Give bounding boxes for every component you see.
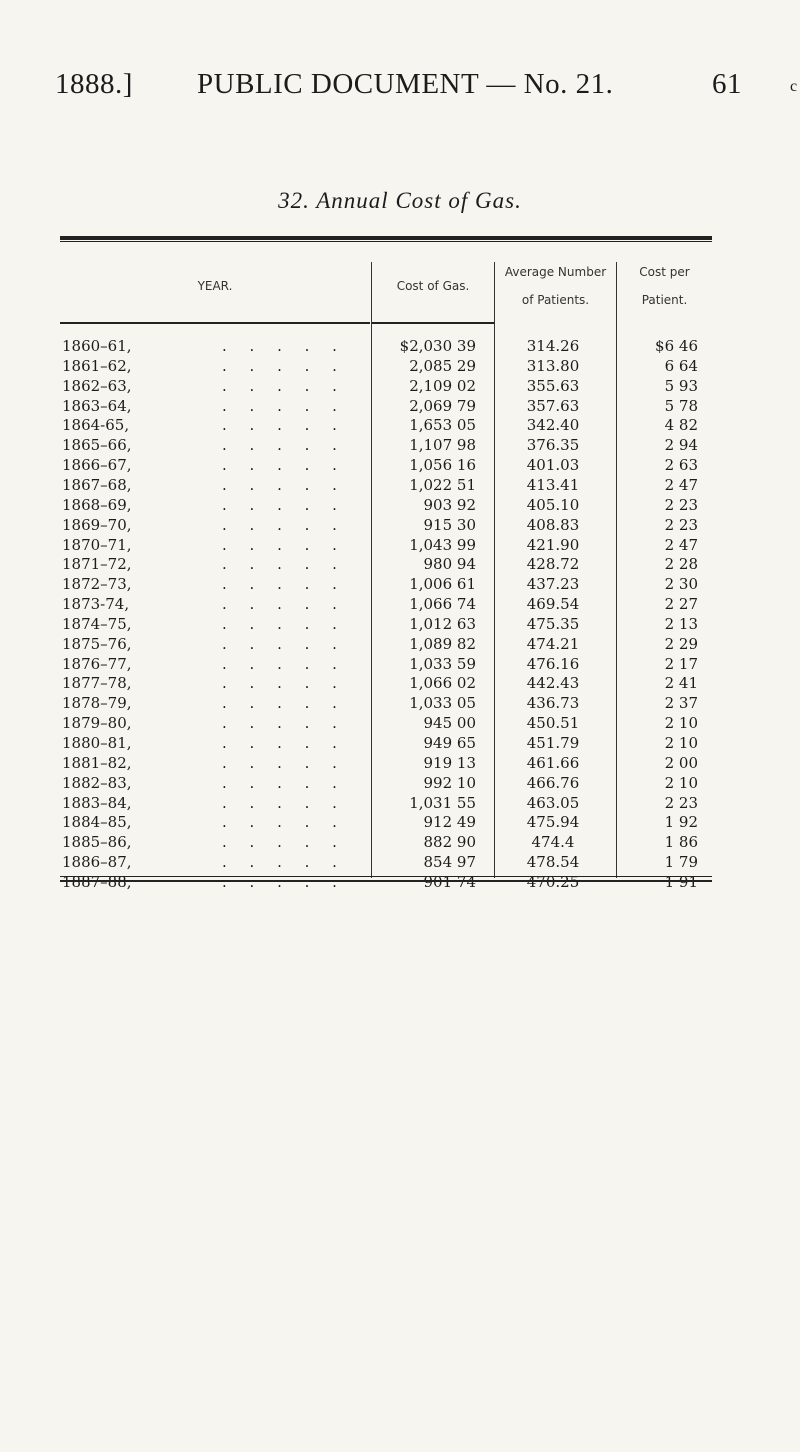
row-year: 1871–72, — [62, 555, 132, 574]
leader-dots: . . . . . — [222, 396, 346, 415]
row-cost: 1,107 98 — [409, 436, 476, 455]
row-average-patients: 405.10 — [526, 495, 580, 514]
leader-dots: . . . . . — [222, 337, 346, 355]
column-header-average-line2: of Patients. — [521, 293, 590, 307]
leader-dots: . . . . . — [222, 753, 346, 772]
row-year: 1873-74, — [62, 595, 130, 614]
row-cost-per-patient: 2 00 — [664, 753, 698, 772]
leader-dots: . . . . . — [222, 734, 346, 752]
top-rule-thick — [60, 236, 712, 240]
row-cost: 1,653 05 — [409, 416, 476, 435]
leader-dots: . . . . . — [222, 694, 346, 713]
leader-dots: . . . . . — [222, 515, 346, 534]
column-header-cost — [372, 252, 494, 320]
row-cost-per-patient: 2 29 — [664, 634, 698, 653]
row-average-patients: 342.40 — [526, 416, 580, 435]
leader-dots: . . . . . — [222, 654, 346, 673]
row-cost: 2,069 79 — [409, 396, 476, 415]
row-average-patients: 451.79 — [526, 734, 580, 752]
row-cost-per-patient: 2 94 — [664, 436, 698, 455]
row-cost: 912 49 — [423, 813, 476, 832]
header-page-number: 61 — [712, 68, 742, 100]
row-cost-per-patient: 2 37 — [664, 694, 698, 713]
row-average-patients: 474.21 — [526, 634, 580, 653]
header-corner-mark: c — [790, 78, 798, 95]
leader-dots: . . . . . — [222, 595, 346, 614]
row-cost-per-patient: $6 46 — [655, 337, 698, 355]
row-average-patients: 413.41 — [526, 475, 580, 494]
row-cost: 1,089 82 — [409, 634, 476, 653]
row-cost: 2,109 02 — [409, 376, 476, 395]
row-year: 1879–80, — [62, 714, 132, 733]
row-cost-per-patient: 2 47 — [664, 535, 698, 554]
row-average-patients: 408.83 — [526, 515, 580, 534]
row-year: 1866–67, — [62, 456, 132, 475]
row-cost: 1,056 16 — [409, 456, 476, 475]
row-year: 1869–70, — [62, 515, 132, 534]
row-cost: 903 92 — [423, 495, 476, 514]
row-average-patients: 376.35 — [526, 436, 580, 455]
row-average-patients: 436.73 — [526, 694, 580, 713]
row-cost: $2,030 39 — [399, 337, 476, 355]
column-header-cost-per-line2: Patient. — [641, 293, 688, 307]
leader-dots: . . . . . — [222, 555, 346, 574]
leader-dots: . . . . . — [222, 495, 346, 514]
top-rule-thin — [60, 241, 712, 242]
column-header-cost-per-line1: Cost per — [639, 265, 690, 279]
row-year: 1860–61, — [62, 337, 132, 355]
row-cost-per-patient: 1 86 — [664, 833, 698, 852]
row-year: 1868–69, — [62, 495, 132, 514]
row-cost-per-patient: 2 28 — [664, 555, 698, 574]
row-cost-per-patient: 5 93 — [664, 376, 698, 395]
row-cost-per-patient: 2 17 — [664, 654, 698, 673]
column-header-average-line1: Average Number — [504, 265, 607, 279]
row-average-patients: 313.80 — [526, 356, 580, 375]
row-year: 1880–81, — [62, 734, 132, 752]
row-cost: 854 97 — [423, 853, 476, 872]
row-year: 1862–63, — [62, 376, 132, 395]
row-cost-per-patient: 2 23 — [664, 495, 698, 514]
row-cost-per-patient: 5 78 — [664, 396, 698, 415]
bottom-rule-thick — [60, 880, 712, 882]
header-bottom-rule — [60, 322, 370, 324]
row-year: 1885–86, — [62, 833, 132, 852]
row-average-patients: 428.72 — [526, 555, 580, 574]
row-average-patients: 450.51 — [526, 714, 580, 733]
column-header-cost-label: Cost of Gas. — [396, 279, 470, 293]
header-year: 1888.] — [55, 68, 133, 100]
row-average-patients: 466.76 — [526, 773, 580, 792]
row-cost-per-patient: 2 23 — [664, 515, 698, 534]
bottom-rule-thin — [60, 876, 712, 877]
row-cost: 1,031 55 — [409, 793, 476, 812]
row-cost-per-patient: 6 64 — [664, 356, 698, 375]
row-cost-per-patient: 4 82 — [664, 416, 698, 435]
leader-dots: . . . . . — [222, 833, 346, 852]
row-year: 1867–68, — [62, 475, 132, 494]
leader-dots: . . . . . — [222, 813, 346, 832]
leader-dots: . . . . . — [222, 416, 346, 435]
row-year: 1864-65, — [62, 416, 130, 435]
row-cost: 1,066 02 — [409, 674, 476, 693]
row-cost: 919 13 — [423, 753, 476, 772]
row-cost-per-patient: 2 13 — [664, 614, 698, 633]
row-average-patients: 475.94 — [526, 813, 580, 832]
row-cost: 1,066 74 — [409, 595, 476, 614]
leader-dots: . . . . . — [222, 634, 346, 653]
row-year: 1877–78, — [62, 674, 132, 693]
column-header-year-label: YEAR. — [197, 279, 233, 293]
row-year: 1863–64, — [62, 396, 132, 415]
row-year: 1872–73, — [62, 575, 132, 594]
row-year: 1886–87, — [62, 853, 132, 872]
header-document-title: PUBLIC DOCUMENT — No. 21. — [197, 68, 614, 100]
row-average-patients: 474.4 — [531, 833, 575, 852]
row-average-patients: 421.90 — [526, 535, 580, 554]
row-cost-per-patient: 2 10 — [664, 714, 698, 733]
leader-dots: . . . . . — [222, 773, 346, 792]
row-cost: 1,022 51 — [409, 475, 476, 494]
leader-dots: . . . . . — [222, 436, 346, 455]
leader-dots: . . . . . — [222, 376, 346, 395]
leader-dots: . . . . . — [222, 714, 346, 733]
running-header — [55, 68, 798, 108]
row-year: 1874–75, — [62, 614, 132, 633]
row-year: 1875–76, — [62, 634, 132, 653]
leader-dots: . . . . . — [222, 793, 346, 812]
header-bottom-rule — [372, 322, 494, 324]
leader-dots: . . . . . — [222, 674, 346, 693]
row-cost: 1,043 99 — [409, 535, 476, 554]
row-year: 1876–77, — [62, 654, 132, 673]
leader-dots: . . . . . — [222, 575, 346, 594]
column-header-cost-per-patient — [617, 252, 712, 320]
row-year: 1865–66, — [62, 436, 132, 455]
row-cost: 915 30 — [423, 515, 476, 534]
row-average-patients: 478.54 — [526, 853, 580, 872]
row-average-patients: 463.05 — [526, 793, 580, 812]
row-cost: 945 00 — [423, 714, 476, 733]
row-average-patients: 469.54 — [526, 595, 580, 614]
row-average-patients: 437.23 — [526, 575, 580, 594]
row-year: 1883–84, — [62, 793, 132, 812]
row-cost-per-patient: 1 79 — [664, 853, 698, 872]
row-average-patients: 475.35 — [526, 614, 580, 633]
row-cost-per-patient: 2 47 — [664, 475, 698, 494]
row-cost: 980 94 — [423, 555, 476, 574]
row-average-patients: 461.66 — [526, 753, 580, 772]
column-header-year — [60, 252, 370, 320]
leader-dots: . . . . . — [222, 614, 346, 633]
leader-dots: . . . . . — [222, 356, 346, 375]
row-cost: 2,085 29 — [409, 356, 476, 375]
row-cost-per-patient: 2 27 — [664, 595, 698, 614]
leader-dots: . . . . . — [222, 535, 346, 554]
row-cost-per-patient: 2 10 — [664, 773, 698, 792]
row-cost-per-patient: 2 30 — [664, 575, 698, 594]
row-cost: 1,033 05 — [409, 694, 476, 713]
row-cost: 1,033 59 — [409, 654, 476, 673]
row-year: 1870–71, — [62, 535, 132, 554]
row-average-patients: 357.63 — [526, 396, 580, 415]
row-cost: 949 65 — [423, 734, 476, 752]
row-average-patients: 401.03 — [526, 456, 580, 475]
row-average-patients: 314.26 — [526, 337, 580, 355]
row-cost-per-patient: 2 41 — [664, 674, 698, 693]
row-year: 1884–85, — [62, 813, 132, 832]
leader-dots: . . . . . — [222, 475, 346, 494]
row-cost-per-patient: 2 63 — [664, 456, 698, 475]
row-cost: 1,006 61 — [409, 575, 476, 594]
row-cost-per-patient: 2 23 — [664, 793, 698, 812]
row-year: 1882–83, — [62, 773, 132, 792]
row-cost-per-patient: 1 92 — [664, 813, 698, 832]
column-header-average — [495, 252, 616, 320]
leader-dots: . . . . . — [222, 456, 346, 475]
row-cost: 992 10 — [423, 773, 476, 792]
row-year: 1881–82, — [62, 753, 132, 772]
table-title: 32. Annual Cost of Gas. — [278, 188, 522, 213]
row-cost-per-patient: 2 10 — [664, 734, 698, 752]
row-cost: 1,012 63 — [409, 614, 476, 633]
row-average-patients: 355.63 — [526, 376, 580, 395]
row-year: 1878–79, — [62, 694, 132, 713]
leader-dots: . . . . . — [222, 853, 346, 872]
row-cost: 882 90 — [423, 833, 476, 852]
row-average-patients: 442.43 — [526, 674, 580, 693]
row-year: 1861–62, — [62, 356, 132, 375]
row-average-patients: 476.16 — [526, 654, 580, 673]
